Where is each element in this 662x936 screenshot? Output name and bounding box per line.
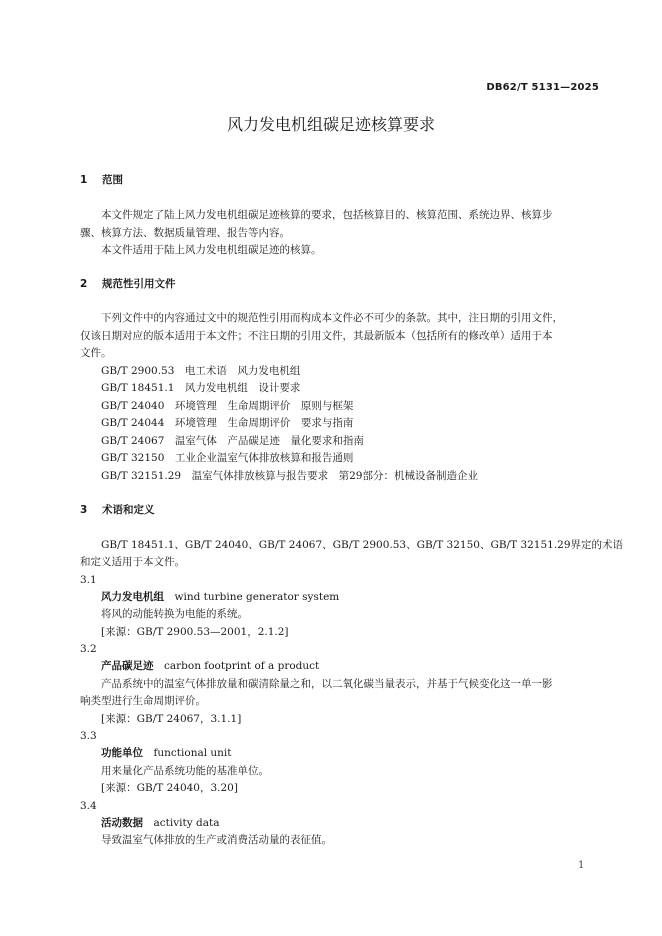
- term-definition: 用来量化产品系统功能的基准单位。: [101, 765, 269, 777]
- paragraph-line: 下列文件中的内容通过文中的规范性引用而构成本文件必不可少的条款。其中，注日期的引用文件，: [101, 312, 563, 324]
- term-en: activity data: [153, 817, 220, 829]
- term-en: carbon footprint of a product: [164, 660, 320, 672]
- reference-item: GB/T 24044 环境管理 生命周期评价 要求与指南: [101, 417, 354, 429]
- section-number: 1: [80, 174, 88, 186]
- reference-item: GB/T 2900.53 电工术语 风力发电机组: [101, 365, 301, 377]
- document-title: 风力发电机组碳足迹核算要求: [226, 115, 435, 134]
- section-heading-2: [80, 277, 176, 291]
- reference-item: GB/T 18451.1 风力发电机组 设计要求: [101, 382, 301, 394]
- section-title: 规范性引用文件: [102, 278, 176, 290]
- term-zh: 活动数据: [101, 817, 143, 829]
- section-title: 术语和定义: [102, 504, 155, 516]
- paragraph-line: 和定义适用于本文件。: [80, 556, 185, 568]
- section-number: 3: [80, 504, 88, 516]
- term-entry: [101, 659, 319, 673]
- term-en: functional unit: [153, 747, 232, 759]
- term-source: [来源：GB/T 24067，3.1.1]: [101, 713, 242, 725]
- paragraph-line: 骤、核算方法、数据质量管理、报告等内容。: [80, 227, 290, 239]
- term-zh: 产品碳足迹: [101, 660, 154, 672]
- section-heading-3: [80, 503, 155, 517]
- term-number: 3.1: [80, 574, 97, 586]
- paragraph-line: 文件。: [80, 347, 112, 359]
- section-title: 范围: [102, 174, 123, 186]
- term-number: 3.2: [80, 643, 97, 655]
- term-number: 3.4: [80, 800, 97, 812]
- term-number: 3.3: [80, 730, 97, 742]
- section-heading-1: [80, 173, 123, 187]
- term-en: wind turbine generator system: [174, 591, 340, 603]
- term-definition: 导致温室气体排放的生产或消费活动量的表征值。: [101, 834, 332, 846]
- page-number: 1: [578, 860, 585, 871]
- term-entry: [101, 746, 232, 760]
- paragraph-line: GB/T 18451.1、GB/T 24040、GB/T 24067、GB/T 2900.53、GB/T 32150、GB/T 32151.29界定的术语: [101, 539, 624, 551]
- paragraph-line: 仅该日期对应的版本适用于本文件；不注日期的引用文件，其最新版本（包括所有的修改单）适用于本: [80, 330, 553, 342]
- paragraph-line: 本文件适用于陆上风力发电机组碳足迹的核算。: [101, 244, 322, 256]
- paragraph-line: 本文件规定了陆上风力发电机组碳足迹核算的要求，包括核算目的、核算范围、系统边界、核算步: [101, 209, 553, 221]
- reference-item: GB/T 24067 温室气体 产品碳足迹 量化要求和指南: [101, 435, 364, 447]
- term-entry: [101, 590, 339, 604]
- term-zh: 功能单位: [101, 747, 143, 759]
- reference-item: GB/T 32150 工业企业温室气体排放核算和报告通则: [101, 452, 354, 464]
- reference-item: GB/T 24040 环境管理 生命周期评价 原则与框架: [101, 400, 354, 412]
- term-entry: [101, 816, 219, 830]
- term-definition: 响类型进行生命周期评价。: [80, 695, 206, 707]
- term-zh: 风力发电机组: [101, 591, 164, 603]
- section-number: 2: [80, 278, 88, 290]
- term-definition: 将风的动能转换为电能的系统。: [101, 608, 248, 620]
- standard-number: DB62/T 5131—2025: [486, 82, 599, 93]
- reference-item: GB/T 32151.29 温室气体排放核算与报告要求 第29部分：机械设备制造企业: [101, 470, 478, 482]
- term-definition: 产品系统中的温室气体排放量和碳清除量之和，以二氧化碳当量表示，并基于气候变化这一单一影: [101, 678, 553, 690]
- term-source: [来源：GB/T 2900.53—2001，2.1.2]: [101, 626, 289, 638]
- term-source: [来源：GB/T 24040，3.20]: [101, 782, 238, 794]
